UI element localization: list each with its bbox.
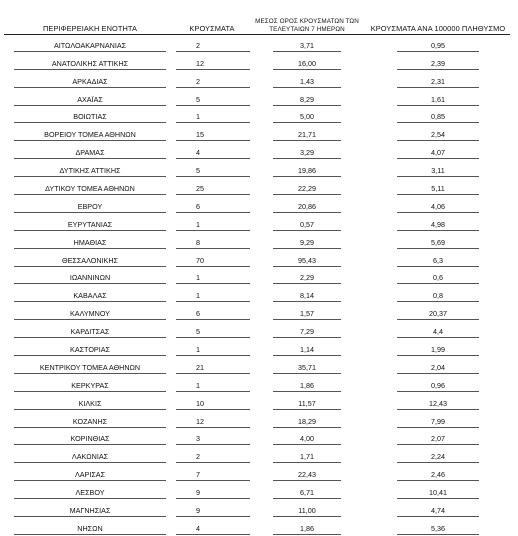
cell-avg7 <box>248 518 366 536</box>
cell-cases <box>176 250 248 268</box>
cell-avg7 <box>248 464 366 482</box>
per100k-value: 4,07 <box>397 149 479 159</box>
cell-cases <box>176 71 248 89</box>
per100k-value: 2,54 <box>397 131 479 141</box>
table-row <box>4 393 510 411</box>
cell-avg7 <box>248 500 366 518</box>
cell-avg7 <box>248 214 366 232</box>
cases-value: 1 <box>176 274 250 284</box>
cell-region <box>4 285 176 303</box>
cell-per100k <box>366 482 510 500</box>
region-name: ΒΟΙΩΤΙΑΣ <box>14 113 166 123</box>
cases-value: 7 <box>176 471 250 481</box>
cell-per100k <box>366 268 510 286</box>
cell-region <box>4 464 176 482</box>
table-row <box>4 357 510 375</box>
cases-value: 1 <box>176 292 250 302</box>
cases-value: 5 <box>176 167 250 177</box>
avg7-value: 19,86 <box>273 167 341 177</box>
cell-avg7 <box>248 375 366 393</box>
cell-avg7 <box>248 160 366 178</box>
cases-value: 15 <box>176 131 250 141</box>
table-row <box>4 232 510 250</box>
table-row <box>4 196 510 214</box>
cell-avg7 <box>248 89 366 107</box>
cell-per100k <box>366 178 510 196</box>
cell-region <box>4 53 176 71</box>
table-row <box>4 178 510 196</box>
table-row <box>4 446 510 464</box>
per100k-value: 5,11 <box>397 185 479 195</box>
header-avg7-line2: ΤΕΛΕΥΤΑΙΩΝ 7 ΗΜΕΡΩΝ <box>269 25 345 33</box>
cell-per100k <box>366 35 510 53</box>
cell-per100k <box>366 53 510 71</box>
per100k-value: 0,85 <box>397 113 479 123</box>
cell-cases <box>176 53 248 71</box>
cell-per100k <box>366 196 510 214</box>
region-name: ΜΑΓΝΗΣΙΑΣ <box>14 507 166 517</box>
cell-region <box>4 375 176 393</box>
per100k-value: 0,95 <box>397 42 479 52</box>
cell-avg7 <box>248 178 366 196</box>
cell-per100k <box>366 375 510 393</box>
table-row <box>4 500 510 518</box>
cell-avg7 <box>248 411 366 429</box>
per100k-value: 0,8 <box>397 292 479 302</box>
table-row <box>4 285 510 303</box>
avg7-value: 11,57 <box>273 400 341 410</box>
avg7-value: 3,29 <box>273 149 341 159</box>
table-row <box>4 53 510 71</box>
region-name: ΑΙΤΩΛΟΑΚΑΡΝΑΝΙΑΣ <box>14 42 166 52</box>
cases-value: 5 <box>176 96 250 106</box>
cell-region <box>4 500 176 518</box>
region-name: ΔΥΤΙΚΗΣ ΑΤΤΙΚΗΣ <box>14 167 166 177</box>
cell-avg7 <box>248 53 366 71</box>
cell-region <box>4 232 176 250</box>
avg7-value: 0,57 <box>273 221 341 231</box>
avg7-value: 21,71 <box>273 131 341 141</box>
cell-cases <box>176 411 248 429</box>
table-row <box>4 482 510 500</box>
per100k-value: 4,74 <box>397 507 479 517</box>
region-name: ΚΑΣΤΟΡΙΑΣ <box>14 346 166 356</box>
per100k-value: 7,99 <box>397 418 479 428</box>
cell-per100k <box>366 214 510 232</box>
cell-region <box>4 482 176 500</box>
cell-avg7 <box>248 124 366 142</box>
avg7-value: 7,29 <box>273 328 341 338</box>
avg7-value: 9,29 <box>273 239 341 249</box>
cell-per100k <box>366 446 510 464</box>
cell-region <box>4 214 176 232</box>
cases-value: 1 <box>176 113 250 123</box>
region-name: ΚΑΒΑΛΑΣ <box>14 292 166 302</box>
cases-value: 4 <box>176 149 250 159</box>
cell-region <box>4 321 176 339</box>
cell-cases <box>176 285 248 303</box>
cell-region <box>4 35 176 53</box>
region-name: ΛΑΡΙΣΑΣ <box>14 471 166 481</box>
cell-per100k <box>366 89 510 107</box>
cell-region <box>4 429 176 447</box>
per100k-value: 12,43 <box>397 400 479 410</box>
table-row <box>4 268 510 286</box>
avg7-value: 4,00 <box>273 435 341 445</box>
avg7-value: 22,43 <box>273 471 341 481</box>
region-name: ΘΕΣΣΑΛΟΝΙΚΗΣ <box>14 257 166 267</box>
cell-cases <box>176 357 248 375</box>
cases-value: 21 <box>176 364 250 374</box>
cell-cases <box>176 268 248 286</box>
cell-avg7 <box>248 196 366 214</box>
per100k-value: 3,11 <box>397 167 479 177</box>
table-row <box>4 35 510 53</box>
per100k-value: 5,36 <box>397 525 479 535</box>
per100k-value: 6,3 <box>397 257 479 267</box>
cell-region <box>4 518 176 536</box>
cell-avg7 <box>248 268 366 286</box>
cell-per100k <box>366 339 510 357</box>
cases-value: 2 <box>176 42 250 52</box>
cell-per100k <box>366 518 510 536</box>
region-name: ΕΒΡΟΥ <box>14 203 166 213</box>
avg7-value: 1,14 <box>273 346 341 356</box>
cell-region <box>4 107 176 125</box>
cell-per100k <box>366 357 510 375</box>
table-row <box>4 303 510 321</box>
per100k-value: 2,31 <box>397 78 479 88</box>
per100k-value: 0,6 <box>397 274 479 284</box>
region-name: ΚΕΝΤΡΙΚΟΥ ΤΟΜΕΑ ΑΘΗΝΩΝ <box>14 364 166 374</box>
cell-avg7 <box>248 71 366 89</box>
cell-avg7 <box>248 321 366 339</box>
cell-region <box>4 393 176 411</box>
cell-avg7 <box>248 250 366 268</box>
cell-per100k <box>366 429 510 447</box>
cell-cases <box>176 35 248 53</box>
regional-cases-table <box>4 8 510 536</box>
header-avg7 <box>248 8 366 35</box>
cases-value: 6 <box>176 310 250 320</box>
region-name: ΚΙΛΚΙΣ <box>14 400 166 410</box>
cases-value: 1 <box>176 346 250 356</box>
cell-cases <box>176 500 248 518</box>
cell-region <box>4 124 176 142</box>
cases-value: 2 <box>176 78 250 88</box>
table-body <box>4 35 510 536</box>
cases-value: 12 <box>176 60 250 70</box>
avg7-value: 95,43 <box>273 257 341 267</box>
region-name: ΑΧΑΪΑΣ <box>14 96 166 106</box>
avg7-value: 3,71 <box>273 42 341 52</box>
cell-per100k <box>366 71 510 89</box>
cell-cases <box>176 196 248 214</box>
cases-value: 70 <box>176 257 250 267</box>
cell-cases <box>176 339 248 357</box>
cases-value: 5 <box>176 328 250 338</box>
cases-value: 1 <box>176 382 250 392</box>
region-name: ΔΡΑΜΑΣ <box>14 149 166 159</box>
cell-cases <box>176 482 248 500</box>
cell-per100k <box>366 500 510 518</box>
avg7-value: 8,14 <box>273 292 341 302</box>
avg7-value: 2,29 <box>273 274 341 284</box>
region-name: ΚΕΡΚΥΡΑΣ <box>14 382 166 392</box>
table-row <box>4 214 510 232</box>
cell-avg7 <box>248 107 366 125</box>
cell-region <box>4 250 176 268</box>
table-header <box>4 8 510 35</box>
header-avg7-line1: ΜΕΣΟΣ ΟΡΟΣ ΚΡΟΥΣΜΑΤΩΝ ΤΩΝ <box>255 18 359 25</box>
region-name: ΚΟΡΙΝΘΙΑΣ <box>14 435 166 445</box>
header-cases: ΚΡΟΥΣΜΑΤΑ <box>176 8 248 35</box>
cell-cases <box>176 375 248 393</box>
cell-avg7 <box>248 285 366 303</box>
region-name: ΙΩΑΝΝΙΝΩΝ <box>14 274 166 284</box>
cases-value: 8 <box>176 239 250 249</box>
cell-region <box>4 178 176 196</box>
avg7-value: 5,00 <box>273 113 341 123</box>
per100k-value: 4,4 <box>397 328 479 338</box>
avg7-value: 1,71 <box>273 453 341 463</box>
per100k-value: 2,07 <box>397 435 479 445</box>
per100k-value: 2,46 <box>397 471 479 481</box>
region-name: ΒΟΡΕΙΟΥ ΤΟΜΕΑ ΑΘΗΝΩΝ <box>14 131 166 141</box>
cell-avg7 <box>248 303 366 321</box>
cell-cases <box>176 89 248 107</box>
avg7-value: 1,86 <box>273 382 341 392</box>
cell-cases <box>176 142 248 160</box>
header-row <box>4 8 510 35</box>
per100k-value: 2,04 <box>397 364 479 374</box>
cell-cases <box>176 214 248 232</box>
table-row <box>4 339 510 357</box>
cases-value: 4 <box>176 525 250 535</box>
cell-region <box>4 411 176 429</box>
region-name: ΛΑΚΩΝΙΑΣ <box>14 453 166 463</box>
cell-cases <box>176 303 248 321</box>
per100k-value: 20,37 <box>397 310 479 320</box>
table-row <box>4 142 510 160</box>
per100k-value: 0,96 <box>397 382 479 392</box>
per100k-value: 4,06 <box>397 203 479 213</box>
region-name: ΕΥΡΥΤΑΝΙΑΣ <box>14 221 166 231</box>
cell-per100k <box>366 160 510 178</box>
region-name: ΑΝΑΤΟΛΙΚΗΣ ΑΤΤΙΚΗΣ <box>14 60 166 70</box>
cell-cases <box>176 107 248 125</box>
cases-value: 12 <box>176 418 250 428</box>
cell-cases <box>176 446 248 464</box>
cell-per100k <box>366 285 510 303</box>
cases-value: 2 <box>176 453 250 463</box>
cell-avg7 <box>248 482 366 500</box>
cell-cases <box>176 518 248 536</box>
per100k-value: 2,39 <box>397 60 479 70</box>
per100k-value: 1,99 <box>397 346 479 356</box>
cell-cases <box>176 232 248 250</box>
cell-per100k <box>366 250 510 268</box>
region-name: ΑΡΚΑΔΙΑΣ <box>14 78 166 88</box>
cell-region <box>4 268 176 286</box>
table-row <box>4 321 510 339</box>
table-row <box>4 250 510 268</box>
cell-avg7 <box>248 142 366 160</box>
avg7-value: 20,86 <box>273 203 341 213</box>
table-row <box>4 89 510 107</box>
avg7-value: 1,86 <box>273 525 341 535</box>
cell-per100k <box>366 393 510 411</box>
per100k-value: 2,24 <box>397 453 479 463</box>
region-name: ΚΑΛΥΜΝΟΥ <box>14 310 166 320</box>
cell-cases <box>176 124 248 142</box>
per100k-value: 1,61 <box>397 96 479 106</box>
cell-cases <box>176 321 248 339</box>
cell-cases <box>176 393 248 411</box>
avg7-value: 35,71 <box>273 364 341 374</box>
cell-per100k <box>366 142 510 160</box>
cell-region <box>4 196 176 214</box>
cases-value: 3 <box>176 435 250 445</box>
region-name: ΝΗΣΩΝ <box>14 525 166 535</box>
cell-avg7 <box>248 339 366 357</box>
avg7-value: 18,29 <box>273 418 341 428</box>
avg7-value: 1,43 <box>273 78 341 88</box>
region-name: ΛΕΣΒΟΥ <box>14 489 166 499</box>
region-name: ΚΑΡΔΙΤΣΑΣ <box>14 328 166 338</box>
cell-avg7 <box>248 429 366 447</box>
cell-region <box>4 142 176 160</box>
cell-per100k <box>366 303 510 321</box>
table-row <box>4 464 510 482</box>
avg7-value: 22,29 <box>273 185 341 195</box>
cell-avg7 <box>248 35 366 53</box>
cases-value: 6 <box>176 203 250 213</box>
cell-per100k <box>366 321 510 339</box>
cases-value: 10 <box>176 400 250 410</box>
avg7-value: 1,57 <box>273 310 341 320</box>
region-name: ΗΜΑΘΙΑΣ <box>14 239 166 249</box>
table-row <box>4 107 510 125</box>
table-row <box>4 411 510 429</box>
cell-region <box>4 89 176 107</box>
cell-cases <box>176 464 248 482</box>
table-row <box>4 375 510 393</box>
avg7-value: 6,71 <box>273 489 341 499</box>
region-name: ΚΟΖΑΝΗΣ <box>14 418 166 428</box>
cases-value: 25 <box>176 185 250 195</box>
cell-avg7 <box>248 232 366 250</box>
cell-region <box>4 339 176 357</box>
cell-per100k <box>366 107 510 125</box>
cell-region <box>4 160 176 178</box>
cell-per100k <box>366 232 510 250</box>
cell-per100k <box>366 464 510 482</box>
per100k-value: 5,69 <box>397 239 479 249</box>
cell-region <box>4 71 176 89</box>
cell-cases <box>176 160 248 178</box>
table-row <box>4 71 510 89</box>
cell-avg7 <box>248 357 366 375</box>
region-name: ΔΥΤΙΚΟΥ ΤΟΜΕΑ ΑΘΗΝΩΝ <box>14 185 166 195</box>
cell-avg7 <box>248 393 366 411</box>
cell-region <box>4 357 176 375</box>
cases-value: 1 <box>176 221 250 231</box>
avg7-value: 16,00 <box>273 60 341 70</box>
per100k-value: 4,98 <box>397 221 479 231</box>
cell-cases <box>176 178 248 196</box>
cell-per100k <box>366 124 510 142</box>
avg7-value: 8,29 <box>273 96 341 106</box>
cases-value: 9 <box>176 489 250 499</box>
table-row <box>4 124 510 142</box>
cell-avg7 <box>248 446 366 464</box>
cases-value: 9 <box>176 507 250 517</box>
cell-region <box>4 446 176 464</box>
header-per100k: ΚΡΟΥΣΜΑΤΑ ΑΝΑ 100000 ΠΛΗΘΥΣΜΟ <box>366 8 510 35</box>
table-row <box>4 160 510 178</box>
table-row <box>4 518 510 536</box>
per100k-value: 10,41 <box>397 489 479 499</box>
cell-per100k <box>366 411 510 429</box>
avg7-value: 11,00 <box>273 507 341 517</box>
header-region: ΠΕΡΙΦΕΡΕΙΑΚΗ ΕΝΟΤΗΤΑ <box>4 8 176 35</box>
table-row <box>4 429 510 447</box>
cell-cases <box>176 429 248 447</box>
cell-region <box>4 303 176 321</box>
